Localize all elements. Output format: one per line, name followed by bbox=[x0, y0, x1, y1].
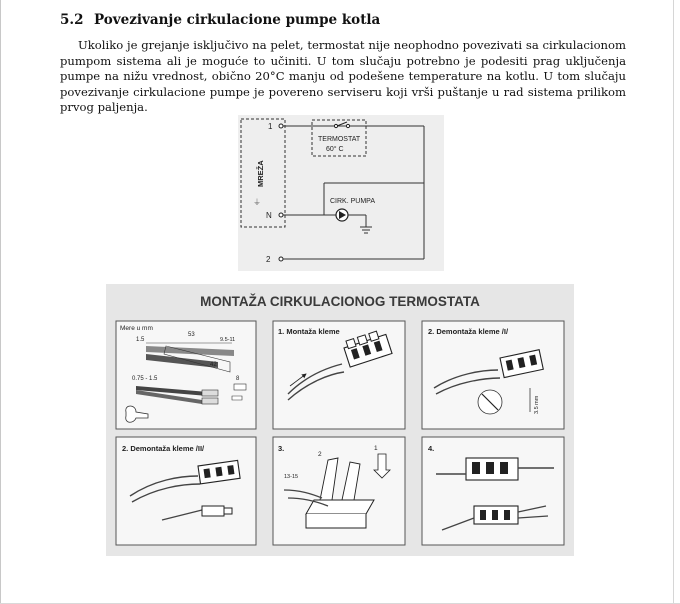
section-number: 5.2 bbox=[60, 12, 84, 28]
svg-text:9.5-11: 9.5-11 bbox=[220, 337, 236, 343]
section-title: Povezivanje cirkulacione pumpe kotla bbox=[94, 12, 381, 28]
panel-step-4-label: 4. bbox=[428, 444, 435, 453]
terminal-n-label: N bbox=[266, 211, 272, 220]
panel-step-4 bbox=[422, 437, 564, 545]
body-paragraph bbox=[60, 38, 626, 116]
mains-label: MREŽA bbox=[256, 160, 265, 187]
terminal-2-label: 2 bbox=[266, 255, 271, 264]
svg-text:0.75 - 1.5: 0.75 - 1.5 bbox=[132, 376, 158, 382]
panel-step-3-label: 3. bbox=[278, 444, 285, 453]
pump-label: CIRK. PUMPA bbox=[330, 198, 375, 205]
terminal-2 bbox=[279, 257, 283, 261]
panel-mount-terminal-label: 1. Montaža kleme bbox=[278, 327, 340, 336]
svg-text:8: 8 bbox=[236, 376, 240, 382]
panel-remove-terminal-2-label: 2. Demontaža kleme /II/ bbox=[122, 444, 205, 453]
svg-text:1.5: 1.5 bbox=[136, 337, 145, 343]
svg-text:53: 53 bbox=[188, 332, 195, 338]
svg-text:2: 2 bbox=[318, 451, 322, 458]
panel-remove-terminal-2 bbox=[116, 437, 256, 545]
page-edge-left bbox=[0, 0, 1, 604]
section-heading bbox=[60, 12, 380, 28]
panel-step-3 bbox=[273, 437, 405, 545]
panel-mount-terminal bbox=[273, 321, 405, 429]
panel-dimensions-label: Mere u mm bbox=[120, 325, 153, 332]
panel-dimensions bbox=[116, 321, 256, 429]
terminal-1 bbox=[279, 124, 283, 128]
terminal-1-label: 1 bbox=[268, 122, 273, 131]
mounting-figure bbox=[106, 284, 574, 556]
wiring-diagram bbox=[238, 115, 444, 271]
svg-text:42: 42 bbox=[210, 362, 217, 368]
panel-remove-terminal-1-label: 2. Demontaža kleme /I/ bbox=[428, 327, 509, 336]
svg-text:13-15: 13-15 bbox=[284, 474, 299, 480]
terminal-n bbox=[279, 213, 283, 217]
svg-text:3.5 mm: 3.5 mm bbox=[534, 395, 540, 414]
thermostat-label: TERMOSTAT bbox=[318, 136, 361, 143]
panel-remove-terminal-1 bbox=[422, 321, 564, 429]
svg-text:1: 1 bbox=[374, 445, 378, 452]
paragraph-text: Ukoliko je grejanje isključivo na pelet, termostat nije neophodno povezivati sa cirkulacionom pumpom sistema ali je moguće to učiniti. U tom slučaju potrebno je podesiti prag uključenja pumpe na nižu vrednost, obično 20°C manju od podešene temperature na kotlu. U tom slučaju povezivanje cirkulacione pumpe je povereno serviseru koji vrši puštanje u rad sistema prilikom prvog paljenja. bbox=[60, 38, 626, 114]
page-edge-right bbox=[673, 0, 674, 604]
mounting-title: MONTAŽA CIRKULACIONOG TERMOSTATA bbox=[200, 294, 480, 309]
ground-symbol: ⏚ bbox=[253, 198, 261, 207]
thermostat-temp: 60° C bbox=[326, 146, 344, 153]
